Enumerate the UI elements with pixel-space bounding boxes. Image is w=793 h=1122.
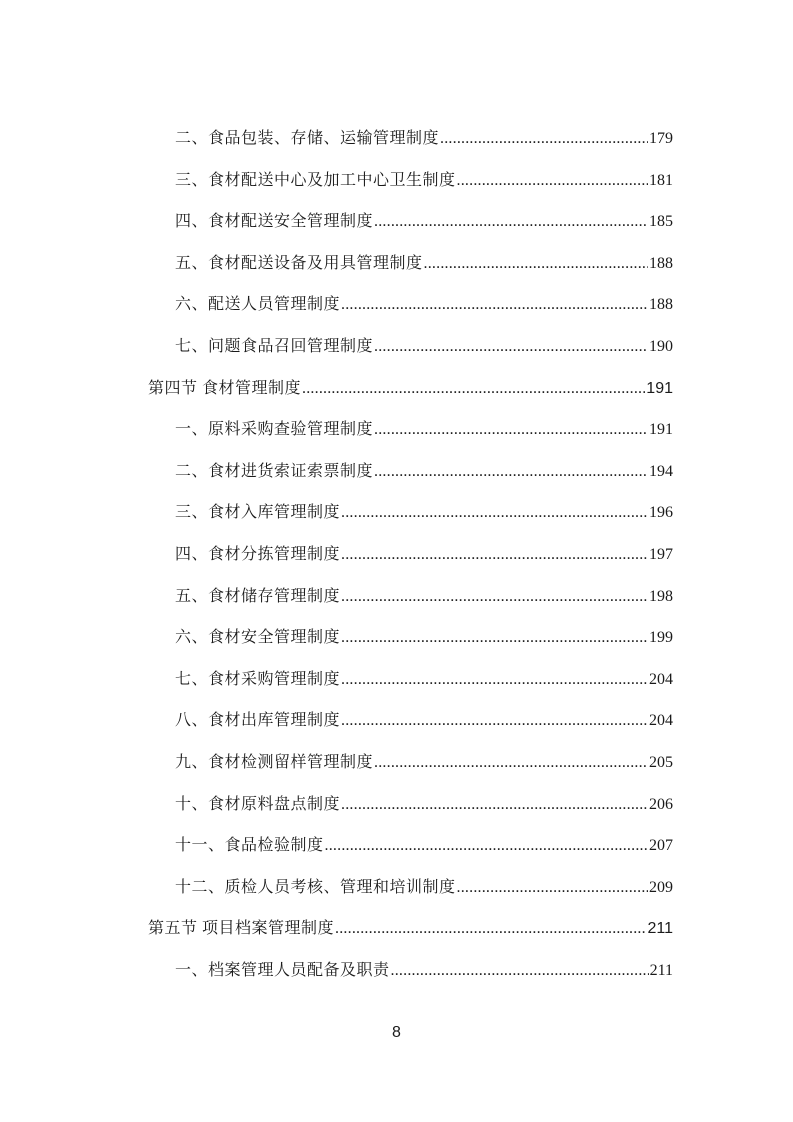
toc-entry-title: 一、原料采购查验管理制度 [175, 421, 374, 439]
toc-entry[interactable] [148, 290, 673, 332]
toc-leader-dots [374, 415, 648, 445]
toc-leader-dots [325, 831, 648, 861]
toc-entry-page: 188 [649, 254, 673, 272]
toc-leader-dots [341, 498, 648, 528]
toc-entry-page: 179 [649, 130, 673, 147]
toc-entry[interactable] [148, 706, 673, 748]
toc-leader-dots [457, 166, 648, 196]
toc-leader-dots [302, 374, 645, 404]
toc-leader-dots [341, 582, 648, 612]
toc-entry[interactable] [148, 540, 673, 582]
toc-entry[interactable] [148, 873, 673, 915]
toc-entry-page: 185 [649, 213, 673, 231]
table-of-contents [148, 124, 673, 997]
toc-entry-title: 一、档案管理人员配备及职责 [175, 961, 390, 979]
toc-entry-title: 七、食材采购管理制度 [175, 670, 341, 688]
toc-leader-dots [341, 540, 648, 570]
toc-entry-page: 191 [646, 379, 673, 397]
toc-entry-page: 188 [649, 296, 673, 314]
toc-entry[interactable] [148, 415, 673, 457]
toc-entry-title: 九、食材检测留样管理制度 [175, 753, 374, 771]
toc-entry-title: 三、食材配送中心及加工中心卫生制度 [175, 171, 456, 189]
toc-entry-page: 199 [649, 629, 673, 647]
toc-entry[interactable] [148, 457, 673, 499]
toc-leader-dots [374, 457, 648, 487]
toc-entry-title: 五、食材配送设备及用具管理制度 [175, 254, 423, 272]
toc-entry[interactable] [148, 124, 673, 166]
toc-entry[interactable] [148, 166, 673, 208]
toc-entry[interactable] [148, 831, 673, 873]
toc-entry-title: 十、食材原料盘点制度 [175, 795, 341, 813]
toc-entry-page: 194 [649, 462, 673, 480]
toc-entry[interactable] [148, 956, 673, 998]
toc-entry[interactable] [148, 249, 673, 291]
toc-entry[interactable] [148, 665, 673, 707]
toc-entry-title: 八、食材出库管理制度 [175, 712, 341, 730]
toc-leader-dots [341, 790, 648, 820]
toc-entry[interactable] [148, 790, 673, 832]
toc-leader-dots [374, 748, 648, 778]
toc-entry-page: 181 [649, 171, 673, 189]
toc-entry[interactable] [148, 748, 673, 790]
toc-entry-page: 204 [649, 670, 673, 688]
toc-entry-title: 四、食材分拣管理制度 [175, 545, 341, 563]
toc-entry-title: 三、食材入库管理制度 [175, 504, 341, 522]
toc-entry[interactable] [148, 207, 673, 249]
toc-entry-page: 206 [649, 795, 673, 813]
toc-entry-page: 211 [649, 961, 673, 979]
toc-entry-page: 209 [649, 878, 673, 896]
toc-entry[interactable] [148, 582, 673, 624]
toc-section-entry[interactable] [148, 914, 673, 956]
toc-entry[interactable] [148, 498, 673, 540]
toc-leader-dots [341, 290, 648, 320]
toc-entry[interactable] [148, 623, 673, 665]
page-number: 8 [392, 1024, 401, 1041]
toc-entry-title: 二、食材进货索证索票制度 [175, 462, 374, 480]
toc-entry-title: 五、食材储存管理制度 [175, 587, 341, 605]
toc-entry-page: 191 [649, 421, 673, 439]
toc-entry-page: 190 [649, 337, 673, 355]
toc-leader-dots [424, 249, 648, 279]
toc-entry-title: 十一、食品检验制度 [175, 837, 324, 855]
toc-entry-title: 六、配送人员管理制度 [175, 296, 341, 314]
toc-leader-dots [341, 706, 648, 736]
toc-leader-dots [341, 665, 648, 695]
toc-entry[interactable] [148, 332, 673, 374]
toc-entry-title: 七、问题食品召回管理制度 [175, 337, 374, 355]
toc-leader-dots [374, 332, 648, 362]
toc-entry-page: 211 [647, 920, 673, 938]
toc-leader-dots [374, 207, 648, 237]
toc-entry-title: 四、食材配送安全管理制度 [175, 213, 374, 231]
toc-entry-page: 197 [649, 545, 673, 563]
toc-leader-dots [440, 124, 648, 154]
toc-leader-dots [391, 956, 649, 986]
toc-entry-page: 196 [649, 504, 673, 522]
toc-entry-title: 二、食品包装、存储、运输管理制度 [175, 130, 440, 147]
toc-entry-page: 198 [649, 587, 673, 605]
toc-section-entry[interactable] [148, 374, 673, 416]
toc-entry-page: 207 [649, 837, 673, 855]
toc-entry-title: 第四节 食材管理制度 [148, 379, 302, 397]
toc-leader-dots [341, 623, 648, 653]
toc-leader-dots [457, 873, 648, 903]
toc-entry-title: 十二、质检人员考核、管理和培训制度 [175, 878, 456, 896]
toc-leader-dots [335, 914, 646, 944]
toc-entry-title: 第五节 项目档案管理制度 [148, 920, 335, 938]
toc-entry-title: 六、食材安全管理制度 [175, 629, 341, 647]
toc-entry-page: 205 [649, 753, 673, 771]
toc-entry-page: 204 [649, 712, 673, 730]
